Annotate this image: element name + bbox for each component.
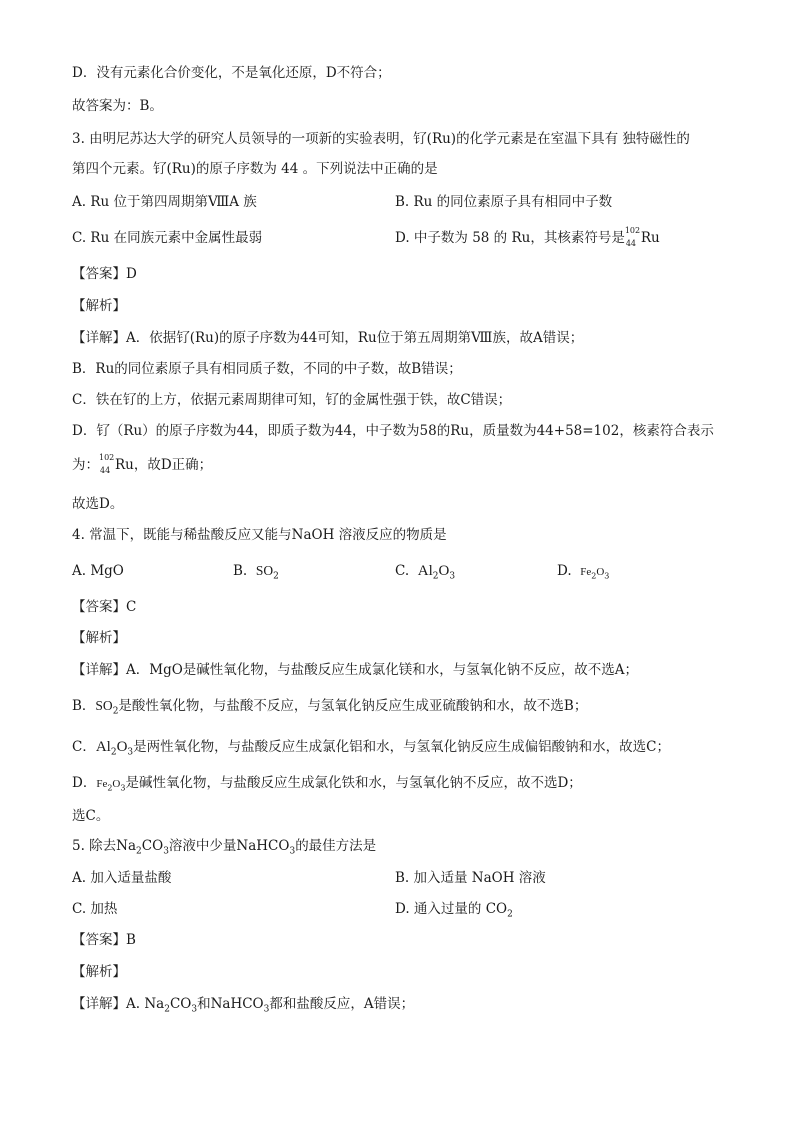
question-4-option-d — [557, 561, 609, 587]
question-3-detail-d: D．钌（Ru）的原子序数为44，即质子数为44，中子数为58的Ru，质量数为44+58=102，核素符合表示 — [72, 423, 714, 439]
question-4-detail-d — [72, 773, 582, 799]
subscript: 3 — [191, 1004, 198, 1015]
subscript: 2 — [107, 783, 113, 793]
question-3-text: 3. 由明尼苏达大学的研究人员领导的一项新的实验表明，钌(Ru)的化学元素是在室温下具有 独特磁性的 — [72, 131, 690, 147]
nuclide-mass: 102 — [99, 452, 115, 462]
subscript: 3 — [163, 846, 169, 857]
question-4-answer: 【答案】C — [72, 599, 137, 615]
question-4-detail-a: 【详解】A．MgO是碱性氧化物，与盐酸反应生成氯化镁和水，与氢氧化钠不反应，故不选A； — [72, 662, 639, 678]
detail-text: CO — [169, 996, 192, 1012]
subscript: 2 — [164, 1004, 170, 1015]
nuclide-symbol-detail — [99, 452, 115, 476]
q5-text: 的最佳方法是 — [295, 838, 377, 854]
question-3-answer: 【答案】D — [72, 266, 137, 282]
question-3-option-c: C. Ru 在同族元素中金属性最弱 — [72, 230, 263, 246]
detail-suffix: ，故D正确； — [133, 457, 213, 473]
subscript: 3 — [263, 1004, 270, 1015]
question-4-option-a: A. MgO — [72, 563, 124, 579]
detail-text: 都和盐酸反应，A错误； — [269, 996, 415, 1012]
subscript: 3 — [120, 783, 126, 793]
question-3-analysis-heading: 【解析】 — [72, 298, 126, 314]
subscript: 2 — [591, 571, 597, 581]
line-option-d-summary: D．没有元素化合价变化，不是氧化还原，D不符合； — [72, 65, 391, 81]
subscript: 3 — [604, 571, 610, 581]
question-3-option-b: B. Ru 的同位素原子具有相同中子数 — [395, 194, 613, 210]
detail-text: 是两性氧化物，与盐酸反应生成氯化铝和水，与氢氧化钠反应生成偏铝酸钠和水，故选C； — [133, 739, 670, 755]
nuclide-mass: 102 — [624, 225, 641, 235]
detail-prefix: 为： — [72, 457, 99, 473]
question-3-detail-c: C．铁在钌的上方，依据元素周期律可知，钌的金属性强于铁，故C错误； — [72, 392, 512, 408]
subscript: 2 — [507, 909, 513, 920]
question-3-detail-b: B．Ru的同位素原子具有相同质子数，不同的中子数，故B错误； — [72, 361, 462, 377]
q5-text: CO — [141, 838, 164, 854]
question-4-detail-b — [72, 696, 587, 722]
detail-text: 和NaHCO — [197, 996, 264, 1012]
question-5-analysis-heading: 【解析】 — [72, 964, 126, 980]
formula-oxygen: O — [116, 739, 128, 755]
question-5-answer: 【答案】B — [72, 932, 136, 948]
formula-fe2o3: Fe — [96, 778, 108, 790]
q5-text: 5. 除去Na — [72, 838, 137, 854]
detail-text: 是碱性氧化物，与盐酸反应生成氯化铁和水，与氢氧化钠不反应，故不选D； — [125, 775, 582, 791]
detail-text: 【详解】A. Na — [72, 996, 165, 1012]
question-4-detail-c — [72, 737, 670, 763]
question-3-detail-d-cont — [72, 452, 213, 476]
question-4-analysis-heading: 【解析】 — [72, 630, 126, 646]
detail-prefix: C． — [72, 739, 96, 755]
nuclide-symbol — [624, 225, 641, 249]
question-5-text — [72, 836, 376, 862]
formula-fe2o3: Fe — [580, 566, 592, 578]
subscript: 2 — [136, 846, 142, 857]
question-4-text: 4. 常温下，既能与稀盐酸反应又能与NaOH 溶液反应的物质是 — [72, 527, 447, 543]
detail-prefix: B． — [72, 698, 96, 714]
detail-text: 是酸性氧化物，与盐酸不反应，与氢氧化钠反应生成亚硫酸钠和水，故不选B； — [118, 698, 588, 714]
question-3-detail-a: 【详解】A．依据钌(Ru)的原子序数为44可知，Ru位于第五周期第Ⅷ族，故A错误； — [72, 330, 584, 346]
subscript: 3 — [449, 571, 456, 582]
question-5-option-a: A. 加入适量盐酸 — [72, 870, 172, 886]
formula-so2: SO — [255, 563, 274, 578]
subscript: 2 — [432, 571, 439, 582]
formula-oxygen: O — [112, 778, 121, 790]
option-label: C. — [395, 563, 410, 579]
question-3-conclusion: 故选D。 — [72, 496, 124, 512]
formula-al2o3: Al — [417, 563, 433, 579]
question-3-option-a: A. Ru 位于第四周期第ⅧA 族 — [72, 194, 257, 210]
question-5-detail-a — [72, 994, 414, 1020]
nuclide-atomic-number: 44 — [100, 465, 111, 475]
question-5-option-b: B. 加入适量 NaOH 溶液 — [395, 870, 546, 886]
option-label: B. — [233, 563, 248, 579]
question-5-option-d — [395, 899, 513, 925]
subscript: 2 — [273, 571, 279, 582]
formula-so2: SO — [95, 698, 113, 713]
question-4-conclusion: 选C。 — [72, 808, 110, 824]
question-3-option-d — [395, 225, 660, 249]
nuclide-atomic-number: 44 — [625, 238, 637, 248]
detail-prefix: D． — [72, 775, 97, 791]
subscript: 2 — [110, 747, 117, 758]
nuclide-element: Ru — [640, 230, 660, 246]
line-answer-summary: 故答案为：B。 — [72, 98, 163, 114]
q5-text: 溶液中少量NaHCO — [168, 838, 290, 854]
nuclide-element: Ru — [115, 457, 134, 473]
subscript: 3 — [127, 747, 134, 758]
formula-al2o3: Al — [95, 739, 111, 755]
option-d-text: D. 中子数为 58 的 Ru，其核素符号是 — [395, 230, 625, 246]
option-text: D. 通入过量的 CO — [395, 901, 508, 917]
question-5-option-c: C. 加热 — [72, 901, 118, 917]
question-4-option-b — [233, 561, 279, 587]
formula-oxygen: O — [596, 566, 605, 578]
subscript: 2 — [112, 706, 119, 717]
formula-oxygen: O — [438, 563, 450, 579]
question-3-text-cont: 第四个元素。钌(Ru)的原子序数为 44 。下列说法中正确的是 — [72, 161, 438, 177]
subscript: 3 — [289, 846, 296, 857]
question-4-option-c — [395, 561, 455, 587]
option-label: D. — [557, 563, 572, 579]
